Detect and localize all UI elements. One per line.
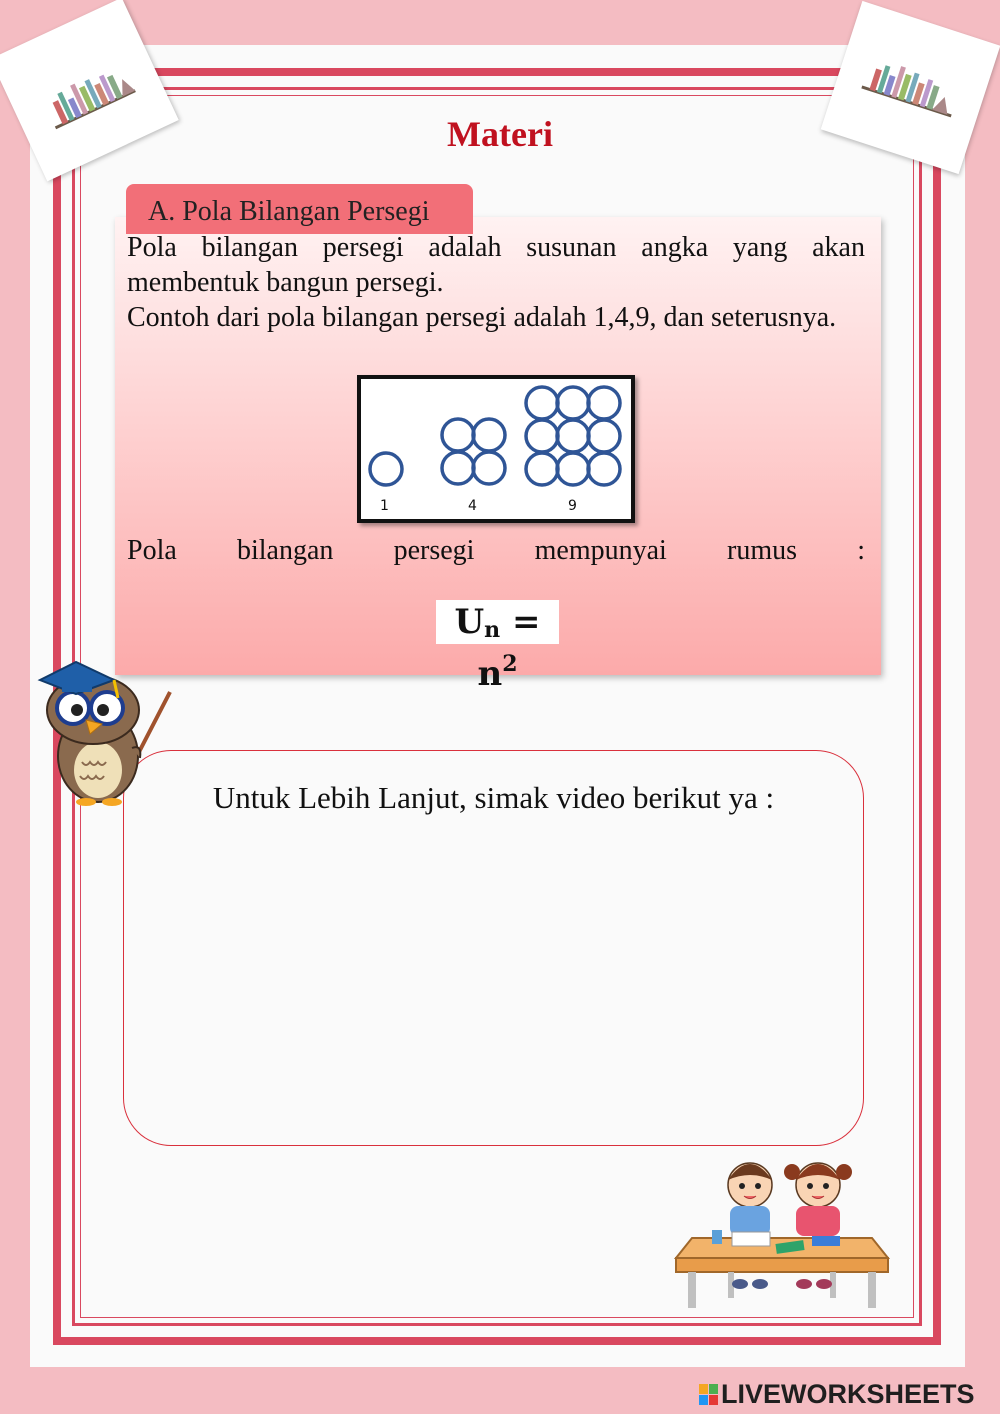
pattern-circle — [526, 420, 558, 452]
figure-label-9: 9 — [568, 498, 577, 514]
pattern-circle — [473, 452, 505, 484]
pattern-circle — [557, 453, 589, 485]
section-heading: A. Pola Bilangan Persegi — [126, 184, 473, 234]
figure-label-4: 4 — [468, 498, 477, 514]
formula-subscript: n — [484, 617, 501, 643]
example-text: Contoh dari pola bilangan persegi adalah 1,4,9, dan seterusnya. — [127, 302, 837, 333]
pattern-circle — [526, 387, 558, 419]
pattern-circle — [557, 387, 589, 419]
liveworksheets-logo-icon — [699, 1384, 719, 1406]
formula-intro-text: Pola bilangan persegi mempunyai rumus : — [127, 535, 865, 566]
pattern-circle — [588, 420, 620, 452]
formula-equals: = n — [477, 602, 541, 694]
pattern-circle — [442, 452, 474, 484]
liveworksheets-brand[interactable]: LIVEWORKSHEETS — [721, 1379, 975, 1409]
formula-lhs: U — [454, 602, 485, 642]
figure-label-1: 1 — [380, 498, 389, 514]
pattern-circle — [442, 419, 474, 451]
circle-pattern-diagram — [361, 379, 631, 519]
pattern-circle — [557, 420, 589, 452]
square-pattern-figure — [357, 375, 635, 523]
pattern-circle — [526, 453, 558, 485]
formula — [436, 600, 559, 694]
page-title: Materi — [447, 114, 553, 154]
pattern-circle — [370, 453, 402, 485]
pattern-circle — [588, 387, 620, 419]
pattern-circle — [473, 419, 505, 451]
owl-teacher-illustration — [30, 658, 180, 808]
pattern-circle — [588, 453, 620, 485]
formula-exponent: 2 — [502, 651, 518, 677]
video-instruction: Untuk Lebih Lanjut, simak video berikut ya : — [212, 780, 775, 815]
students-studying-illustration — [672, 1150, 897, 1315]
definition-text: Pola bilangan persegi adalah susunan angka yang akan membentuk bangun persegi. — [127, 232, 865, 298]
